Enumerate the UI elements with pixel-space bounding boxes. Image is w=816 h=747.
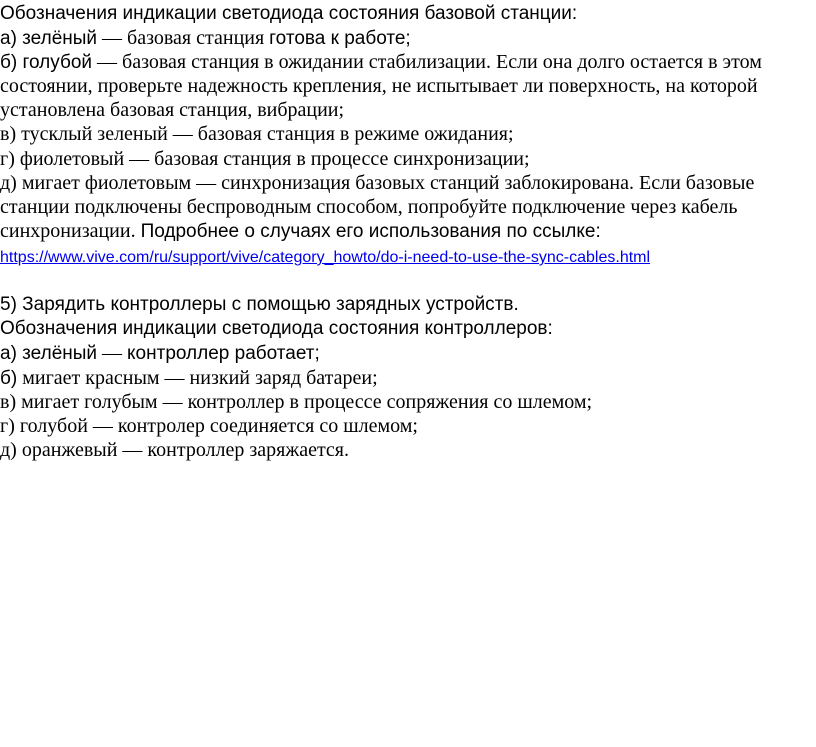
- item-text: — базовая станция: [97, 27, 270, 49]
- more-info-text: Подробнее о случаях его использования по ссылке:: [140, 221, 601, 242]
- base-item-c: в) тусклый зеленый — базовая станция в режиме ожидания;: [0, 123, 514, 145]
- base-item-e-line2: станции подключены беспроводным способом, попробуйте подключение через кабель: [0, 196, 738, 218]
- ctrl-item-a: [0, 341, 320, 366]
- item-label: б) голубой: [0, 52, 93, 73]
- item-label: а) зелёный: [0, 343, 98, 364]
- base-item-e-line3: [0, 219, 601, 244]
- item-text: синхронизации.: [0, 220, 141, 242]
- step-5: 5) Зарядить контроллеры с помощью зарядных устройств.: [0, 294, 519, 315]
- sync-cables-link-line: [0, 245, 650, 270]
- item-text: мигает красным — низкий заряд батареи;: [17, 367, 378, 389]
- base-item-b: [0, 50, 762, 75]
- sync-cables-link[interactable]: https://www.vive.com/ru/support/vive/category_howto/do-i-need-to-use-the-sync-cables.html: [0, 249, 651, 266]
- base-station-heading: [0, 2, 577, 26]
- base-item-b-line2: состоянии, проверьте надежность крепления, не испытывает ли поверхность, на которой: [0, 75, 758, 97]
- item-text: — базовая станция в ожидании стабилизации. Если она долго остается в этом: [92, 51, 762, 73]
- ctrl-item-d: г) голубой — контролер соединяется со шлемом;: [0, 415, 418, 437]
- base-item-e: д) мигает фиолетовым — синхронизация базовых станций заблокирована. Если базовые: [0, 172, 755, 194]
- base-item-b-line3: установлена базовая станция, вибрации;: [0, 99, 345, 121]
- ctrl-item-c: в) мигает голубым — контроллер в процессе сопряжения со шлемом;: [0, 391, 593, 413]
- heading-text: Обозначения индикации светодиода состояния базовой станции:: [0, 3, 578, 24]
- ctrl-item-e: д) оранжевый — контроллер заряжается.: [0, 439, 350, 461]
- item-label: а) зелёный: [0, 28, 98, 49]
- controllers-heading: Обозначения индикации светодиода состояния контроллеров:: [0, 318, 553, 339]
- ctrl-item-b: [0, 366, 378, 391]
- base-item-d: г) фиолетовый — базовая станция в процессе синхронизации;: [0, 148, 530, 170]
- item-dash: —: [97, 342, 128, 364]
- base-item-a: [0, 26, 411, 51]
- item-status: готова к работе;: [269, 28, 411, 49]
- item-label: б): [0, 368, 18, 389]
- item-status: контроллер работает;: [127, 343, 320, 364]
